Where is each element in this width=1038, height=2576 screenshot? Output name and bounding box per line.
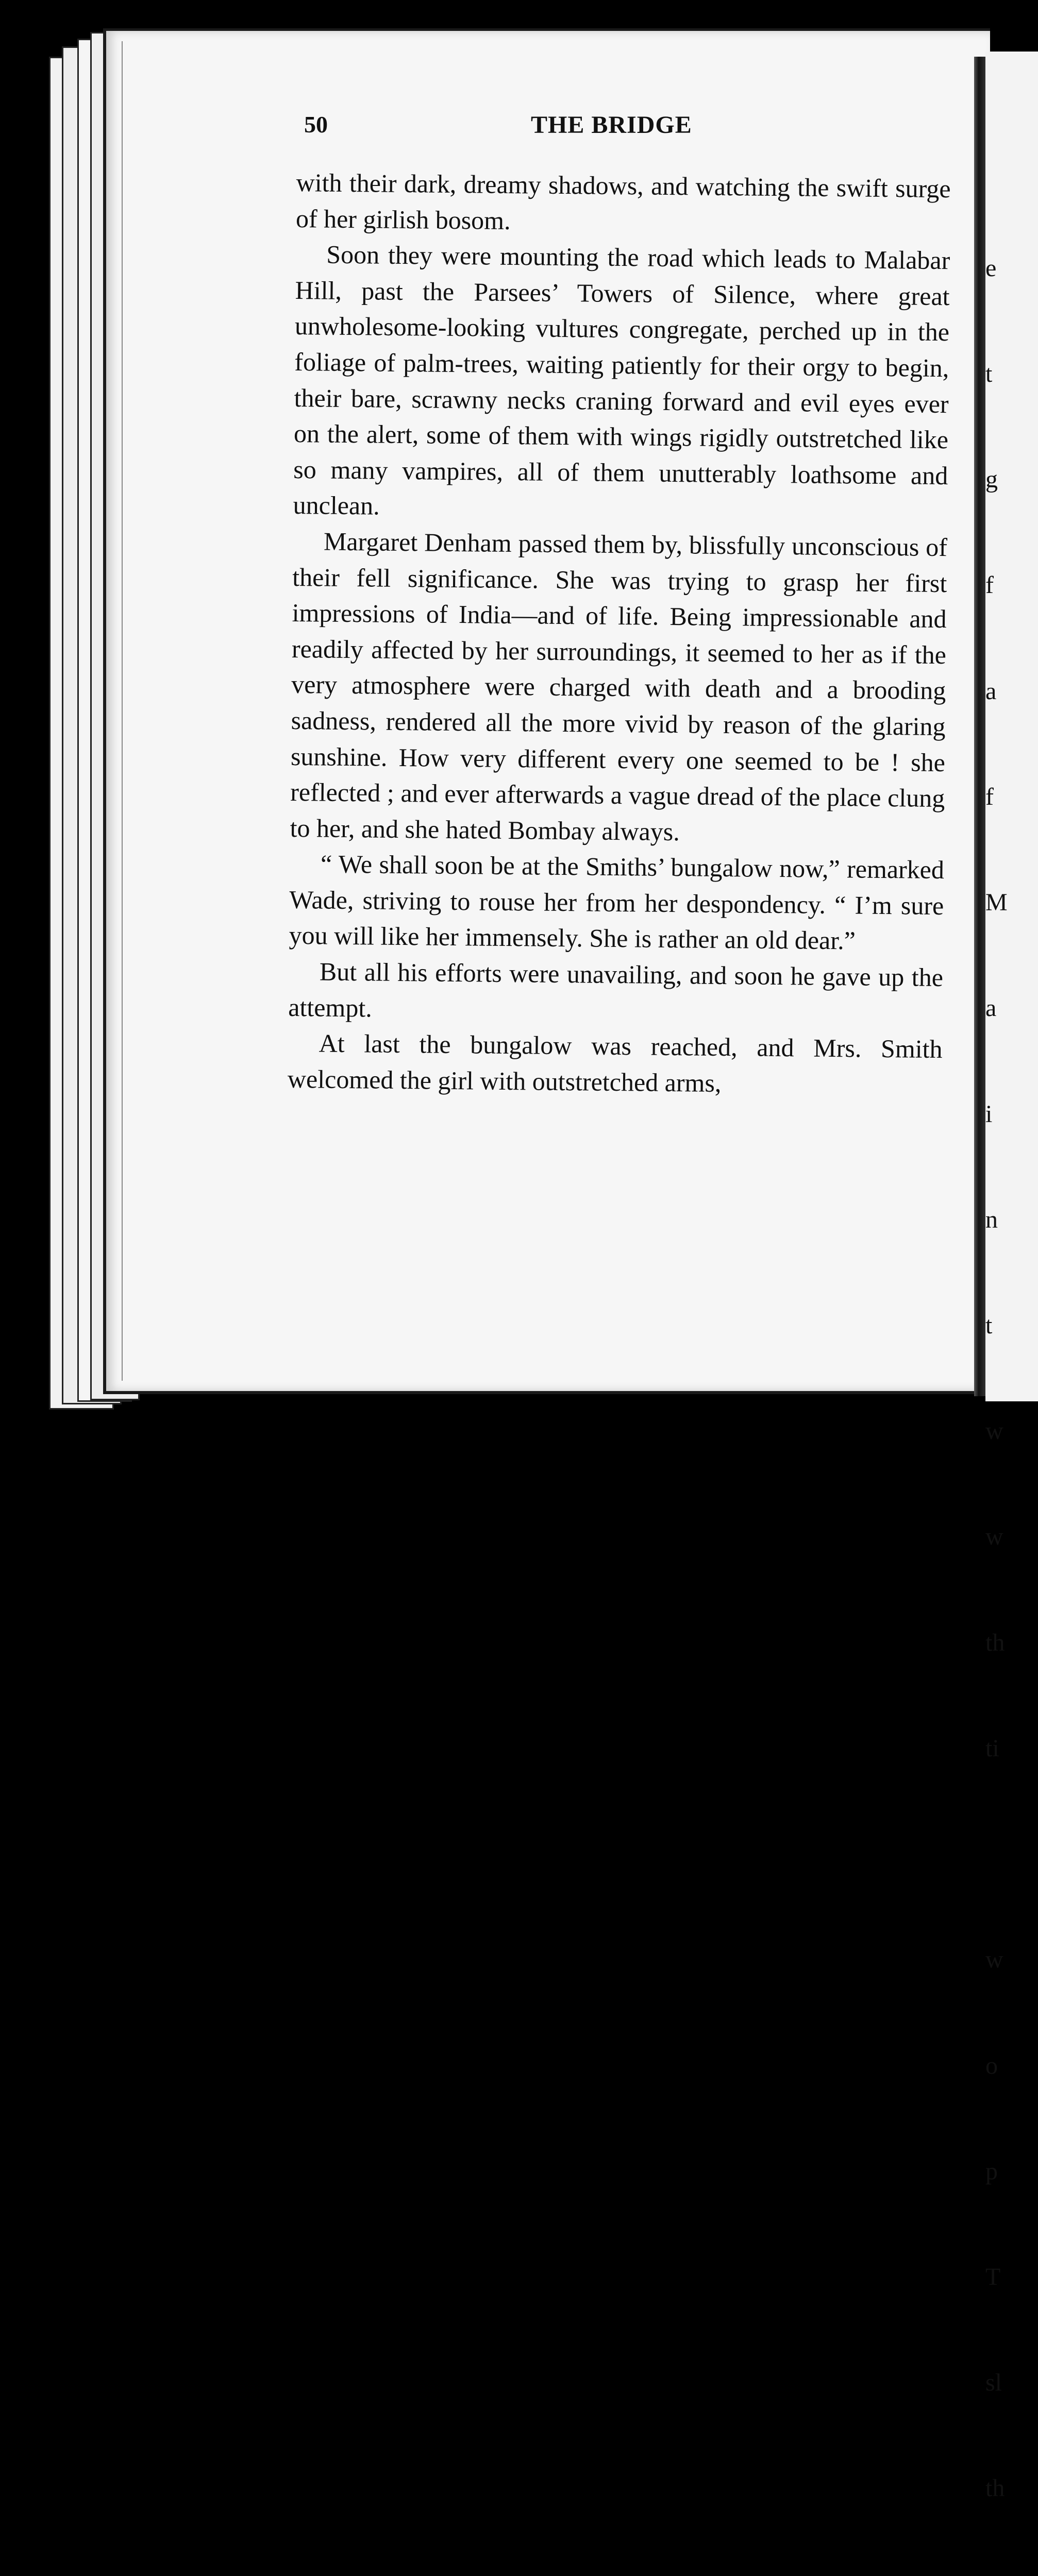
paragraph: with their dark, dreamy shadows, and watching the swift surge of her girlish bosom.: [295, 167, 951, 235]
paragraph: But all his efforts were unavailing, and soon he gave up the attempt.: [288, 957, 944, 1023]
running-title: THE BRIDGE: [531, 111, 692, 139]
fragment: w: [985, 1946, 1003, 1974]
page-fold-line: [122, 41, 123, 1381]
fragment: w: [985, 1417, 1003, 1445]
fragment: T: [985, 2263, 1001, 2291]
fragment: g: [985, 466, 998, 494]
page-header: [304, 111, 943, 147]
fragment: a: [985, 994, 997, 1022]
fragment: sl: [985, 2369, 1002, 2397]
fragment: th: [985, 2475, 1005, 2502]
paragraph: “ We shall soon be at the Smiths’ bungalow now,” remarked Wade, striving to rouse her from her despondency. “ I’m sure you will like her immensely. She is rather an old dear.”: [289, 849, 945, 955]
facing-page: [985, 52, 1038, 2502]
fragment: a: [985, 677, 997, 705]
fragment: ti: [985, 1734, 999, 1762]
fragment: p: [985, 2157, 998, 2185]
fragment: th: [985, 1629, 1005, 1656]
fragment: t: [985, 360, 993, 388]
facing-page-fragments: [985, 180, 1038, 2576]
paragraph: At last the bungalow was reached, and Mrs. Smith welcomed the girl with outstretched arms,: [287, 1028, 943, 1097]
fragment: i: [985, 1100, 993, 1128]
fragment: t: [985, 1312, 993, 1339]
body-text: [288, 165, 951, 1104]
paragraph: Margaret Denham passed them by, blissfully unconscious of their fell significance. She was trying to grasp her first impressions of India—and of life. Being impressionable and readily affected by her surroundings, it seemed to her as if the very atmosphere were charged with death and a brooding sadness, rendered all the more vivid by reason of the glaring sunshine. How very different every one seemed to be ! she reflected ; and ever afterwards a vague dread of the place clung to her, and she hated Bombay always.: [290, 527, 948, 846]
fragment: n: [985, 1206, 998, 1233]
book-gutter: [974, 57, 985, 1396]
page-number: 50: [304, 111, 328, 138]
fragment: e: [985, 254, 997, 282]
fragment: o: [985, 2052, 998, 2079]
fragment: w: [985, 1523, 1003, 1551]
fragment: f: [985, 571, 994, 599]
paragraph: Soon they were mounting the road which leads to Malabar Hill, past the Parsees’ Towers of Silence, where great unwholesome-looking vultures congregate, perched up in the foliage of palm-trees, waiting patiently for their orgy to begin, their bare, scrawny necks craning forward and evil eyes ever on the alert, some of them with wings rigidly outstretched like so many vampires, all of them unutterably loathsome and unclean.: [293, 240, 950, 520]
fragment: f: [985, 783, 994, 810]
fragment: M: [985, 889, 1008, 917]
